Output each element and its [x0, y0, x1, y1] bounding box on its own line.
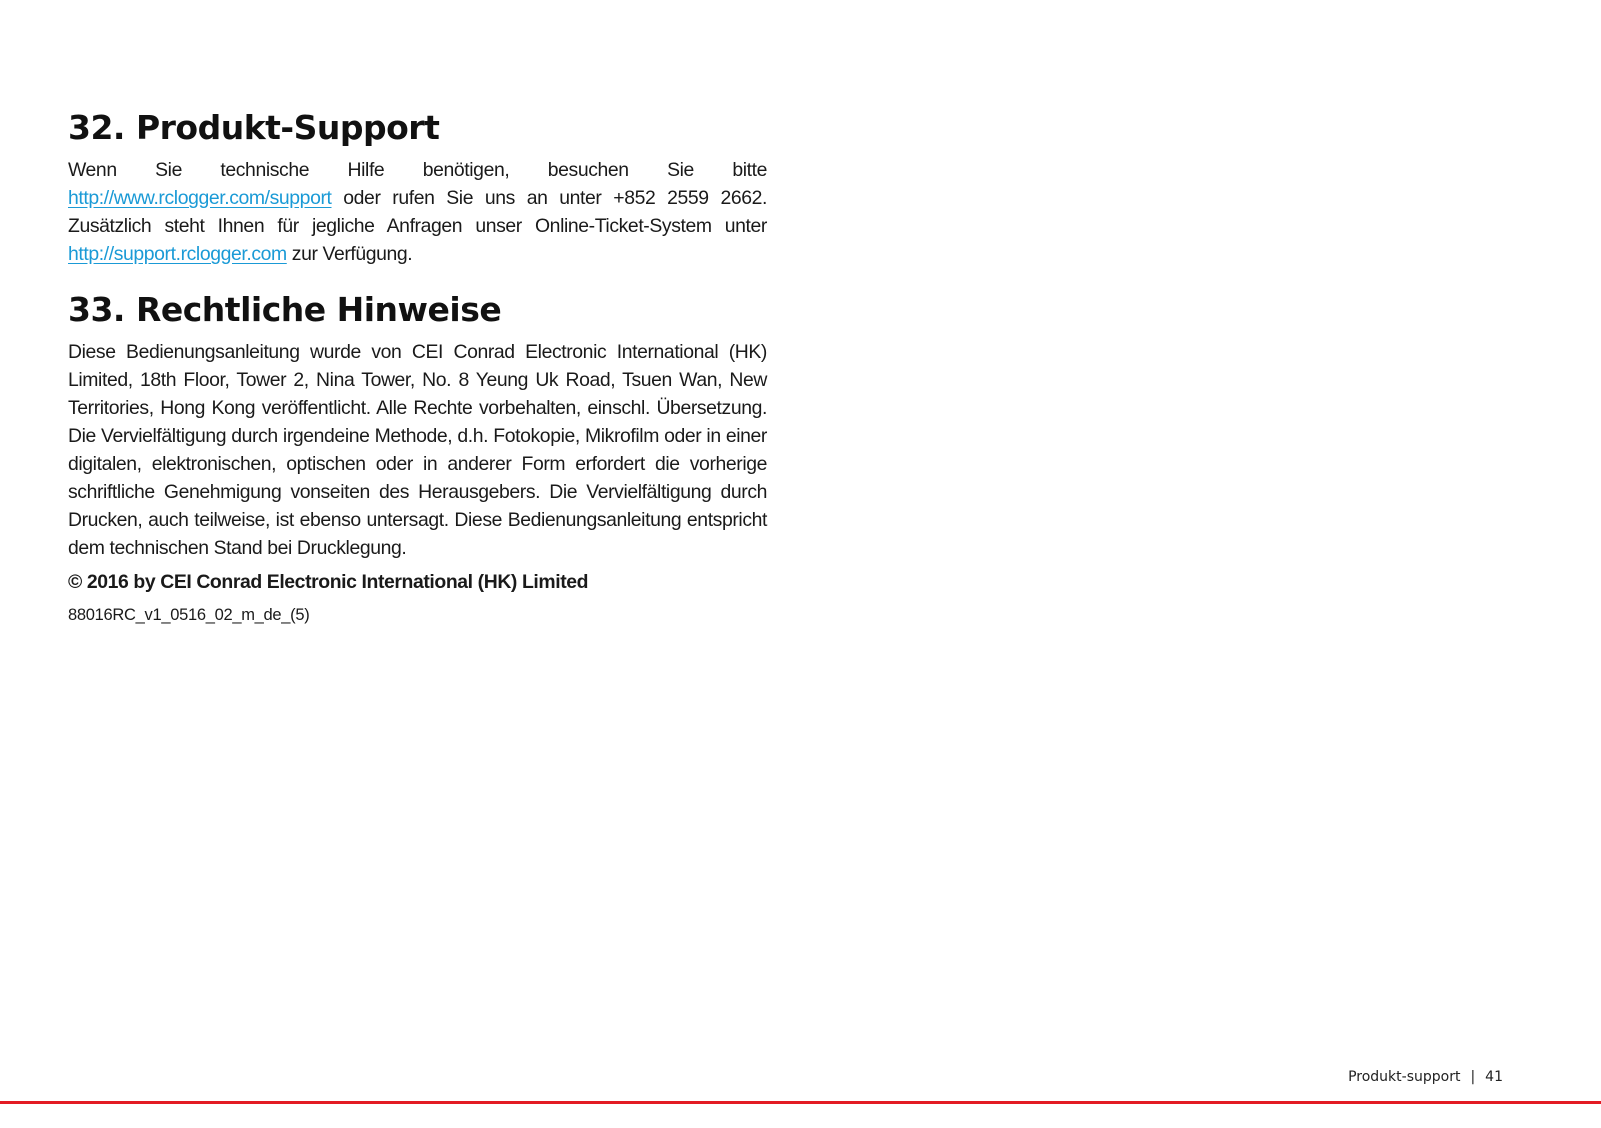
- footer-section-label: Produkt-support: [1348, 1069, 1461, 1085]
- legal-paragraph: Diese Bedienungsanleitung wurde von CEI Conrad Electronic International (HK) Limited, 18th Floor, Tower 2, Nina Tower, No. 8 Yeung Uk Road, Tsuen Wan, New Territories, Hong Kong veröffentlicht. Alle Rechte vorbehalten, einschl. Übersetzung. Die Vervielfältigung durch irgendeine Methode, d.h. Fotokopie, Mikrofilm oder in einer digitalen, elektronischen, optischen oder in anderer Form erfordert die vorherige schriftliche Genehmigung vonseiten des Herausgebers. Die Vervielfältigung durch Drucken, auch teilweise, ist ebenso untersagt. Diese Bedienungsanleitung entspricht dem technischen Stand bei Drucklegung.: [68, 341, 767, 559]
- support-paragraph: [68, 156, 767, 268]
- bottom-accent-bar: [0, 1101, 1601, 1104]
- copyright-notice: © 2016 by CEI Conrad Electronic International (HK) Limited: [68, 571, 589, 593]
- support-text-2: oder rufen Sie uns an unter +852 2559 2662. Zusätzlich steht Ihnen für jegliche Anfragen unser Online-Ticket-System unter: [68, 187, 767, 237]
- page-footer: [1348, 1069, 1503, 1085]
- support-ticket-link[interactable]: http://support.rclogger.com: [68, 243, 287, 265]
- support-text-1: Wenn Sie technische Hilfe benötigen, besuchen Sie bitte: [68, 159, 767, 181]
- document-code: 88016RC_v1_0516_02_m_de_(5): [68, 606, 310, 624]
- support-website-link[interactable]: http://www.rclogger.com/support: [68, 187, 332, 209]
- footer-separator: |: [1470, 1069, 1476, 1085]
- support-heading: 32. Produkt-Support: [68, 108, 440, 147]
- support-text-3: zur Verfügung.: [286, 243, 413, 265]
- document-page: [68, 108, 767, 626]
- legal-heading: 33. Rechtliche Hinweise: [68, 290, 502, 329]
- page-number: 41: [1485, 1069, 1503, 1085]
